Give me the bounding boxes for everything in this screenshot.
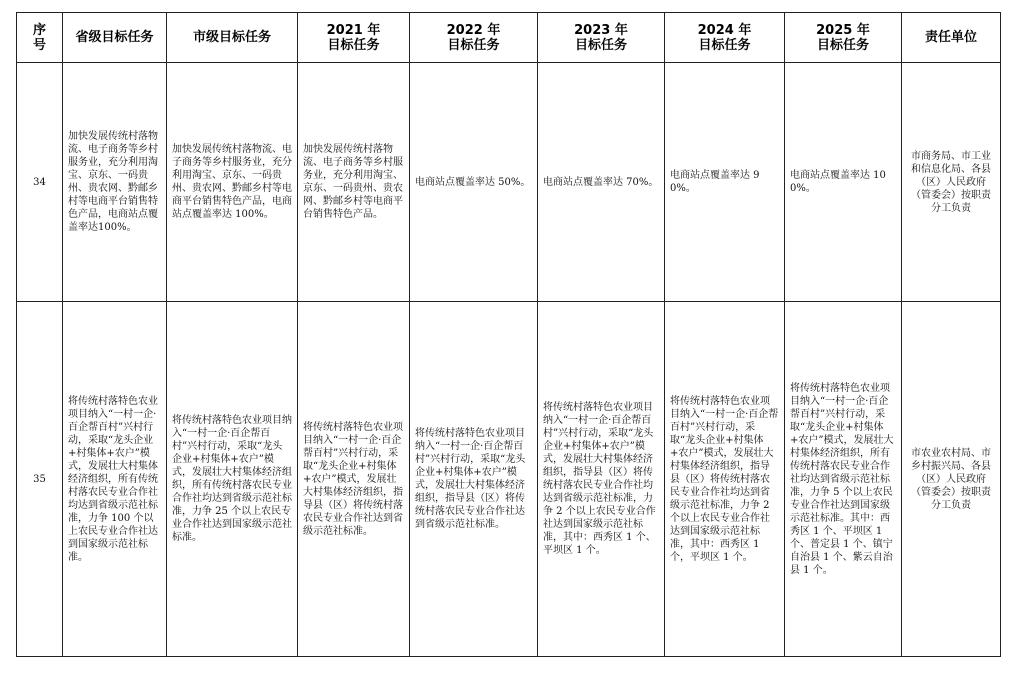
cell-2022: 将传统村落特色农业项目纳入“一村一企·百企帮百村”兴村行动，采取“龙头企业+村集体+农户”模式，发展壮大村集体经济组织，指导县（区）将传统村落农民专业合作社达到省级示范社标准。 [410, 302, 538, 657]
header-seq: 序号 [17, 13, 63, 63]
target-task-table [16, 12, 1001, 657]
header-responsible-unit: 责任单位 [902, 13, 1001, 63]
header-2025: 2025 年 目标任务 [785, 13, 902, 63]
cell-2024: 将传统村落特色农业项目纳入“一村一企·百企帮百村”兴村行动，采取“龙头企业+村集体+农户”模式，发展壮大村集体经济组织，指导县（区）将传统村落农民专业合作社均达到省级示范社标准，力争 2 个以上农民专业合作社达到国家级示范社标准，其中：西秀区 1 个，平坝区 1 个。 [665, 302, 785, 657]
cell-seq: 35 [17, 302, 63, 657]
cell-seq: 34 [17, 63, 63, 302]
header-provincial: 省级目标任务 [63, 13, 167, 63]
table-row [17, 302, 1001, 657]
cell-responsible-unit: 市农业农村局、市乡村振兴局、各县（区）人民政府（管委会）按职责分工负责 [902, 302, 1001, 657]
header-municipal: 市级目标任务 [167, 13, 298, 63]
cell-provincial: 将传统村落特色农业项目纳入“一村一企·百企帮百村”兴村行动，采取“龙头企业+村集体+农户”模式，发展壮大村集体经济组织，所有传统村落农民专业合作社均达到省级示范社标准，力争 100 个以上农民专业合作社达到国家级示范社标准。 [63, 302, 167, 657]
cell-2025: 电商站点覆盖率达 100%。 [785, 63, 902, 302]
header-2024: 2024 年 目标任务 [665, 13, 785, 63]
cell-2021: 将传统村落特色农业项目纳入“一村一企·百企帮百村”兴村行动，采取“龙头企业+村集体+农户”模式，发展壮大村集体经济组织，指导县（区）将传统村落农民专业合作社达到省级示范社标准。 [298, 302, 410, 657]
cell-municipal: 将传统村落特色农业项目纳入“一村一企·百企帮百村”兴村行动，采取“龙头企业+村集体+农户”模式，发展壮大村集体经济组织，所有传统村落农民专业合作社均达到省级示范社标准，力争 25 个以上农民专业合作社达到国家级示范社标准。 [167, 302, 298, 657]
cell-2025: 将传统村落特色农业项目纳入“一村一企·百企帮百村”兴村行动，采取“龙头企业+村集体+农户”模式，发展壮大村集体经济组织，所有传统村落农民专业合作社均达到省级示范社标准，力争 5 个以上农民专业合作社达到国家级示范社标准。其中：西秀区 1 个、平坝区 1 个、普定县 1 个、镇宁自治县 1 个、紫云自治县 1 个。 [785, 302, 902, 657]
cell-2022: 电商站点覆盖率达 50%。 [410, 63, 538, 302]
cell-2024: 电商站点覆盖率达 90%。 [665, 63, 785, 302]
cell-2023: 电商站点覆盖率达 70%。 [538, 63, 665, 302]
cell-2023: 将传统村落特色农业项目纳入“一村一企·百企帮百村”兴村行动，采取“龙头企业+村集体+农户”模式，发展壮大村集体经济组织，指导县（区）将传统村落农民专业合作社均达到省级示范社标准，力争 2 个以上农民专业合作社达到国家级示范社标准，其中：西秀区 1 个、平坝区 1 个。 [538, 302, 665, 657]
header-2023: 2023 年 目标任务 [538, 13, 665, 63]
table-row [17, 63, 1001, 302]
header-2022: 2022 年 目标任务 [410, 13, 538, 63]
header-row [17, 13, 1001, 63]
cell-provincial: 加快发展传统村落物流、电子商务等乡村服务业，充分利用淘宝、京东、一码贵州、贵农网、黔邮乡村等电商平台销售特色产品，电商站点覆盖率达100%。 [63, 63, 167, 302]
cell-responsible-unit: 市商务局、市工业和信息化局、各县（区）人民政府（管委会）按职责分工负责 [902, 63, 1001, 302]
header-2021: 2021 年 目标任务 [298, 13, 410, 63]
cell-municipal: 加快发展传统村落物流、电子商务等乡村服务业，充分利用淘宝、京东、一码贵州、贵农网、黔邮乡村等电商平台销售特色产品，电商站点覆盖率达 100%。 [167, 63, 298, 302]
cell-2021: 加快发展传统村落物流、电子商务等乡村服务业，充分利用淘宝、京东、一码贵州、贵农网、黔邮乡村等电商平台销售特色产品。 [298, 63, 410, 302]
